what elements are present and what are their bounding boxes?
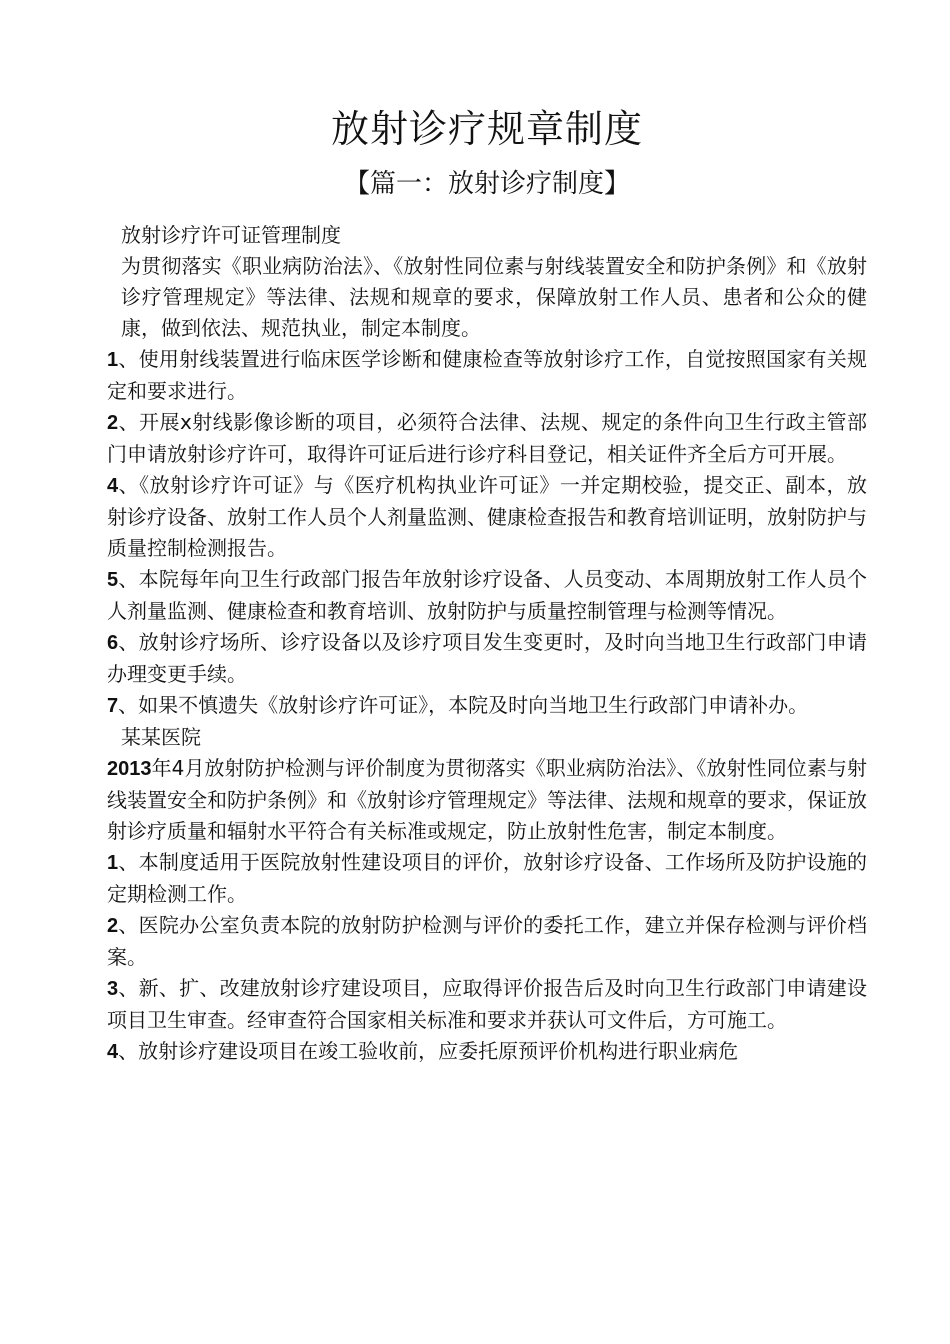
paragraph-text: 、放射诊疗建设项目在竣工验收前，应委托原预评价机构进行职业病危 [118,1039,739,1063]
body-paragraph [107,722,867,753]
paragraph-text: 年4月放射防护检测与评价制度为贯彻落实《职业病防治法》、《放射性同位素与射线装置安全和防护条例》和《放射诊疗管理规定》等法律、法规和规章的要求，保证放射诊疗质量和辐射水平符合有关标准或规定，防止放射性危害，制定本制度。 [107,756,867,843]
body-paragraph [107,220,867,251]
item-number: 2 [107,412,119,434]
document-title: 放射诊疗规章制度 [330,107,643,151]
item-number: 7 [107,695,119,717]
item-number: 1 [107,349,119,371]
item-number: 3 [107,978,119,1000]
paragraph-text: 、本制度适用于医院放射性建设项目的评价，放射诊疗设备、工作场所及防护设施的定期检测工作。 [107,850,867,906]
body-paragraph [107,627,867,690]
body-paragraph [107,470,867,564]
body-paragraph [107,344,867,407]
body-paragraph [107,847,867,910]
paragraph-text: 为贯彻落实《职业病防治法》、《放射性同位素与射线装置安全和防护条例》和《放射诊疗管理规定》等法律、法规和规章的要求，保障放射工作人员、患者和公众的健康，做到依法、规范执业，制定本制度。 [121,254,867,340]
paragraph-text: 、本院每年向卫生行政部门报告年放射诊疗设备、人员变动、本周期放射工作人员个人剂量监测、健康检查和教育培训、放射防护与质量控制管理与检测等情况。 [107,567,867,623]
paragraph-text: 放射诊疗许可证管理制度 [121,223,341,247]
paragraph-text: 、使用射线装置进行临床医学诊断和健康检查等放射诊疗工作，自觉按照国家有关规定和要求进行。 [107,347,867,403]
item-number: 4 [107,475,119,497]
body-paragraph [107,910,867,973]
document-page [107,100,867,1068]
paragraph-text: 、如果不慎遗失《放射诊疗许可证》，本院及时向当地卫生行政部门申请补办。 [118,693,809,717]
document-subtitle: 【篇一：放射诊疗制度】 [343,169,630,199]
body-paragraph [107,690,867,722]
item-number: 4 [107,1041,119,1063]
body-paragraph [107,753,867,847]
document-body [107,220,867,1068]
body-paragraph [107,1036,867,1068]
item-number: 1 [107,852,119,874]
paragraph-text: 某某医院 [121,725,201,749]
paragraph-text: 、医院办公室负责本院的放射防护检测与评价的委托工作，建立并保存检测与评价档案。 [107,913,867,969]
item-number: 6 [107,632,119,654]
paragraph-text: 、开展x射线影像诊断的项目，必须符合法律、法规、规定的条件向卫生行政主管部门申请放射诊疗许可，取得许可证后进行诊疗科目登记，相关证件齐全后方可开展。 [107,410,867,466]
item-number: 2013 [107,758,152,780]
paragraph-text: 、新、扩、改建放射诊疗建设项目，应取得评价报告后及时向卫生行政部门申请建设项目卫生审查。经审查符合国家相关标准和要求并获认可文件后，方可施工。 [107,976,867,1032]
body-paragraph [107,564,867,627]
body-paragraph [107,407,867,470]
paragraph-text: 、放射诊疗场所、诊疗设备以及诊疗项目发生变更时，及时向当地卫生行政部门申请办理变更手续。 [107,630,867,686]
body-paragraph [107,973,867,1036]
paragraph-text: 、《放射诊疗许可证》与《医疗机构执业许可证》一并定期校验，提交正、副本，放射诊疗设备、放射工作人员个人剂量监测、健康检查报告和教育培训证明，放射防护与质量控制检测报告。 [107,473,867,560]
item-number: 5 [107,569,119,591]
item-number: 2 [107,915,119,937]
body-paragraph [107,251,867,344]
